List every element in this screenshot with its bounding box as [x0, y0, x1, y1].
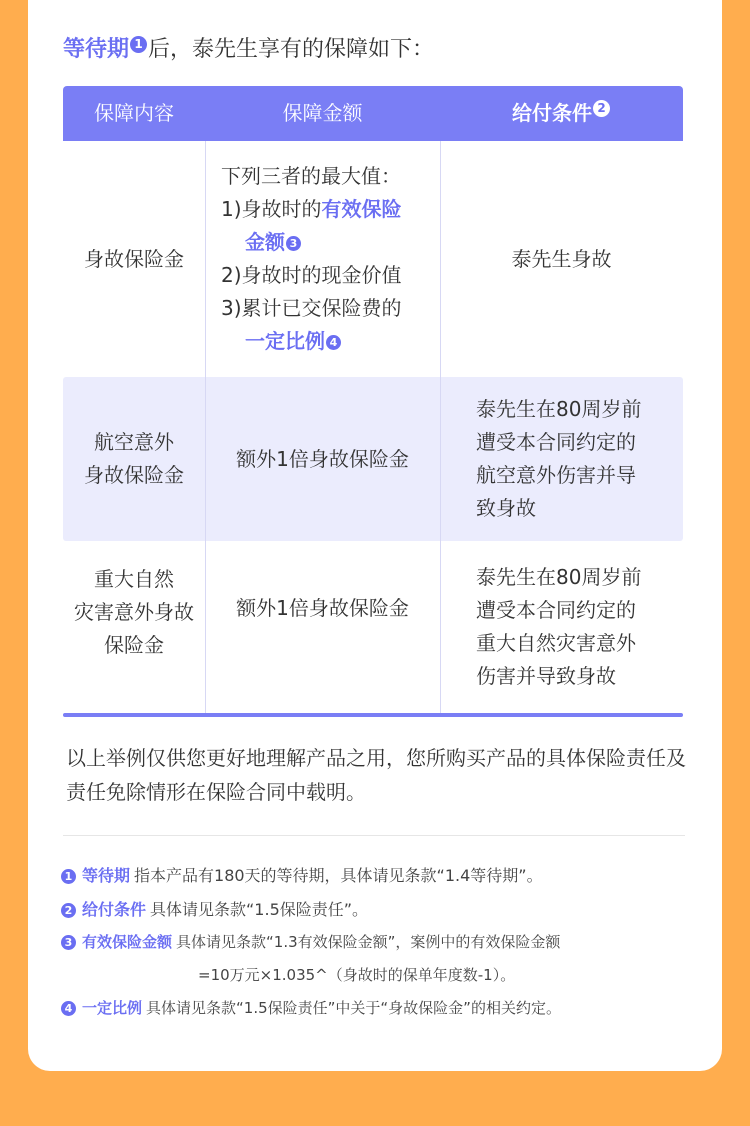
footnote-text: 具体请见条款“1.5保险责任”中关于“身故保险金”的相关约定。: [146, 999, 561, 1017]
cell-condition-line: 泰先生在80周岁前: [476, 397, 642, 421]
footnote-3-cont: [198, 962, 515, 988]
footnote-marker-4: 4: [326, 335, 341, 350]
amount-item-1: [221, 193, 402, 226]
content-card: [28, 0, 722, 1071]
cell-condition-line: 泰先生在80周岁前: [476, 565, 642, 589]
heading-rest: 后，泰先生享有的保障如下：: [148, 37, 435, 62]
cell-amount: [205, 541, 440, 713]
cell-content-line: 身故保险金: [84, 463, 184, 487]
footnote-1: [60, 863, 543, 889]
header-payment-condition: [440, 86, 683, 141]
table-bottom-line: [63, 713, 683, 717]
footnote-text: 指本产品有180天的等待期，具体请见条款“1.4等待期”。: [134, 866, 543, 885]
page-heading: [63, 34, 434, 66]
cell-content: [63, 141, 205, 377]
amount-item-1-term-cont: 金额: [245, 230, 285, 254]
header-payment-condition-label: 给付条件: [512, 101, 592, 125]
footnote-text: =10万元×1.035^（身故时的保单年度数-1）。: [198, 966, 516, 984]
cell-amount: [205, 141, 440, 377]
amount-list: [221, 160, 402, 358]
header-coverage-content: 保障内容: [94, 101, 174, 125]
amount-item-1-term: 有效保险: [321, 197, 402, 221]
table-row: [63, 141, 683, 377]
footnote-text: 具体请见条款“1.3有效保险金额”，案例中的有效保险金额: [176, 933, 561, 951]
cell-amount-text: 额外1倍身故保险金: [236, 446, 409, 471]
amount-item-3-cont: [221, 325, 402, 358]
footnote-term: 有效保险金额: [82, 933, 173, 951]
amount-item-2: 2)身故时的现金价值: [221, 263, 402, 287]
cell-content: [63, 541, 205, 713]
cell-condition-line: 致身故: [476, 496, 536, 520]
cell-content-text: 身故保险金: [84, 246, 184, 271]
cell-condition-line: 伤害并导致身故: [476, 664, 616, 688]
table-row: [63, 541, 683, 713]
footnote-marker-3: 3: [286, 236, 301, 251]
cell-condition-line: 重大自然灾害意外: [476, 631, 636, 655]
cell-condition-line: 遭受本合同约定的: [476, 598, 636, 622]
cell-condition: [440, 541, 683, 713]
footnote-marker-1: 1: [130, 36, 147, 53]
footnote-badge: 4: [61, 1001, 76, 1016]
disclaimer-note: 以上举例仅供您更好地理解产品之用，您所购买产品的具体保险责任及责任免除情形在保险合同中载明。: [66, 746, 686, 804]
cell-condition-line: 航空意外伤害并导: [476, 463, 636, 487]
footnote-term: 一定比例: [82, 999, 143, 1017]
cell-condition: [440, 377, 683, 541]
amount-item-3-term: 一定比例: [245, 329, 325, 353]
table-header: [63, 86, 683, 141]
footnote-term: 等待期: [82, 866, 131, 885]
cell-content-line: 灾害意外身故: [74, 600, 194, 624]
footnote-4: [60, 995, 561, 1021]
table-row: [63, 377, 683, 541]
footnote-term: 给付条件: [82, 900, 147, 919]
cell-amount: [205, 377, 440, 541]
footnote-marker-2: 2: [593, 100, 610, 117]
amount-intro: 下列三者的最大值：: [221, 164, 401, 188]
amount-item-1-cont: [221, 226, 402, 259]
cell-condition-text: 泰先生身故: [511, 246, 612, 271]
cell-content-line: 保险金: [104, 633, 164, 657]
cell-condition-line: 遭受本合同约定的: [476, 430, 636, 454]
footnote-2: [60, 897, 368, 923]
amount-item-3: 3)累计已交保险费的: [221, 296, 402, 320]
cell-amount-text: 额外1倍身故保险金: [236, 596, 409, 620]
cell-content-line: 重大自然: [94, 567, 174, 591]
footnote-3: [60, 929, 560, 955]
heading-term: 等待期: [63, 37, 130, 62]
footnote-text: 具体请见条款“1.5保险责任”。: [150, 900, 369, 919]
section-divider: [63, 835, 685, 836]
footnote-badge: 1: [61, 869, 76, 884]
amount-item-1-prefix: 1)身故时的: [221, 197, 322, 221]
footnote-badge: 2: [61, 903, 76, 918]
cell-condition: [440, 141, 683, 377]
cell-content-line: 航空意外: [94, 430, 174, 454]
header-coverage-amount: 保障金额: [282, 101, 363, 125]
footnote-badge: 3: [61, 935, 76, 950]
coverage-table: [63, 86, 683, 717]
cell-content: [63, 377, 205, 541]
